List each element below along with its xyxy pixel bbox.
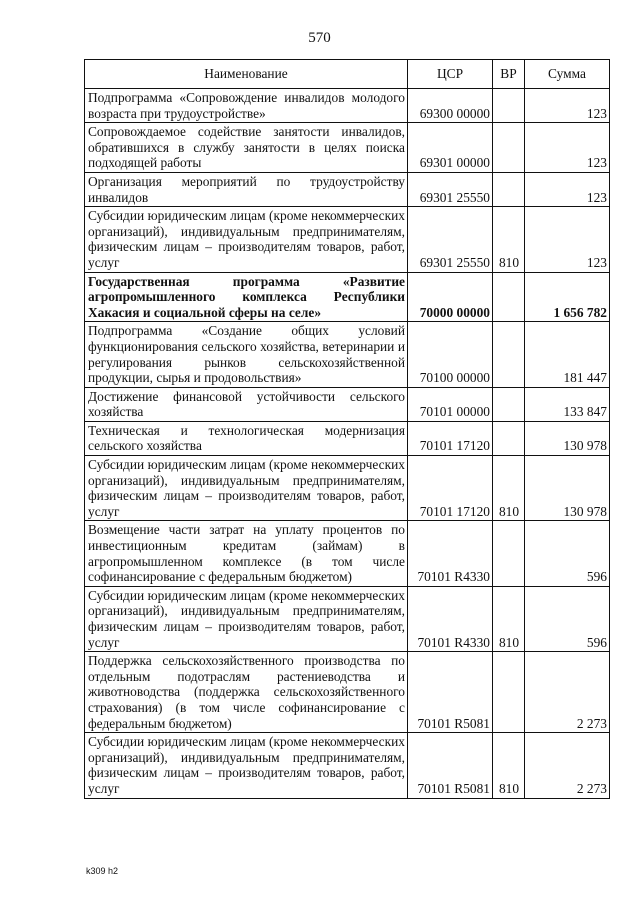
row-vr (493, 521, 525, 586)
row-vr: 810 (493, 207, 525, 272)
row-name: Субсидии юридическим лицам (кроме некоммерческих организаций), индивидуальным предпринимателям, физическим лицам – производителям товаров, работ, услуг (85, 586, 408, 651)
row-name: Возмещение части затрат на уплату процентов по инвестиционным кредитам (займам) в агропромышленном комплексе (в том числе софинансирование с федеральным бюджетом) (85, 521, 408, 586)
row-csr: 70101 00000 (408, 387, 493, 421)
row-csr: 70101 R5081 (408, 652, 493, 733)
row-name: Субсидии юридическим лицам (кроме некоммерческих организаций), индивидуальным предпринимателям, физическим лицам – производителям товаров, работ, услуг (85, 456, 408, 521)
header-vr: ВР (493, 60, 525, 89)
row-sum: 130 978 (525, 456, 610, 521)
budget-table (84, 59, 610, 799)
row-sum: 123 (525, 123, 610, 173)
row-name: Организация мероприятий по трудоустройству инвалидов (85, 172, 408, 206)
row-name: Субсидии юридическим лицам (кроме некоммерческих организаций), индивидуальным предпринимателям, физическим лицам – производителям товаров, работ, услуг (85, 733, 408, 798)
row-name: Субсидии юридическим лицам (кроме некоммерческих организаций), индивидуальным предпринимателям, физическим лицам – производителям товаров, работ, услуг (85, 207, 408, 272)
row-csr: 69301 25550 (408, 207, 493, 272)
table-row (85, 586, 610, 651)
row-csr: 69301 25550 (408, 172, 493, 206)
row-vr (493, 172, 525, 206)
row-csr: 70000 00000 (408, 272, 493, 322)
row-csr: 70101 17120 (408, 456, 493, 521)
row-sum: 596 (525, 586, 610, 651)
table-row (85, 272, 610, 322)
header-name: Наименование (85, 60, 408, 89)
row-sum: 596 (525, 521, 610, 586)
row-sum: 2 273 (525, 652, 610, 733)
table-row (85, 172, 610, 206)
row-vr (493, 89, 525, 123)
header-csr: ЦСР (408, 60, 493, 89)
row-sum: 2 273 (525, 733, 610, 798)
row-sum: 123 (525, 207, 610, 272)
row-sum: 123 (525, 172, 610, 206)
row-csr: 69301 00000 (408, 123, 493, 173)
row-vr (493, 652, 525, 733)
row-name: Поддержка сельскохозяйственного производства по отдельным подотраслям растениеводства и животноводства (поддержка сельскохозяйственного страхования) (в том числе софинансирование с федеральным бюджетом) (85, 652, 408, 733)
row-name: Техническая и технологическая модернизация сельского хозяйства (85, 421, 408, 455)
table-header-row (85, 60, 610, 89)
table-row (85, 733, 610, 798)
row-csr: 70101 R4330 (408, 586, 493, 651)
row-sum: 1 656 782 (525, 272, 610, 322)
row-vr: 810 (493, 586, 525, 651)
row-vr: 810 (493, 456, 525, 521)
table-row (85, 207, 610, 272)
row-csr: 70100 00000 (408, 322, 493, 387)
row-sum: 181 447 (525, 322, 610, 387)
table-row (85, 421, 610, 455)
table-row (85, 652, 610, 733)
row-name: Государственная программа «Развитие агропромышленного комплекса Республики Хакасия и социальной сферы на селе» (85, 272, 408, 322)
table-row (85, 123, 610, 173)
row-csr: 70101 R5081 (408, 733, 493, 798)
table-row (85, 89, 610, 123)
table-row (85, 521, 610, 586)
row-csr: 70101 R4330 (408, 521, 493, 586)
footer-code: k309 h2 (86, 866, 119, 876)
table-row (85, 322, 610, 387)
row-vr: 810 (493, 733, 525, 798)
row-sum: 123 (525, 89, 610, 123)
row-sum: 130 978 (525, 421, 610, 455)
row-vr (493, 387, 525, 421)
header-sum: Сумма (525, 60, 610, 89)
row-vr (493, 123, 525, 173)
row-vr (493, 272, 525, 322)
row-name: Достижение финансовой устойчивости сельского хозяйства (85, 387, 408, 421)
row-name: Подпрограмма «Создание общих условий функционирования сельского хозяйства, ветеринарии и регулирования рынков сельскохозяйственной продукции, сырья и продовольствия» (85, 322, 408, 387)
page-number: 570 (308, 30, 331, 46)
row-name: Сопровождаемое содействие занятости инвалидов, обратившихся в службу занятости в целях поиска подходящей работы (85, 123, 408, 173)
row-vr (493, 421, 525, 455)
table-row (85, 456, 610, 521)
table-row (85, 387, 610, 421)
row-name: Подпрограмма «Сопровождение инвалидов молодого возраста при трудоустройстве» (85, 89, 408, 123)
row-sum: 133 847 (525, 387, 610, 421)
row-csr: 69300 00000 (408, 89, 493, 123)
row-vr (493, 322, 525, 387)
row-csr: 70101 17120 (408, 421, 493, 455)
